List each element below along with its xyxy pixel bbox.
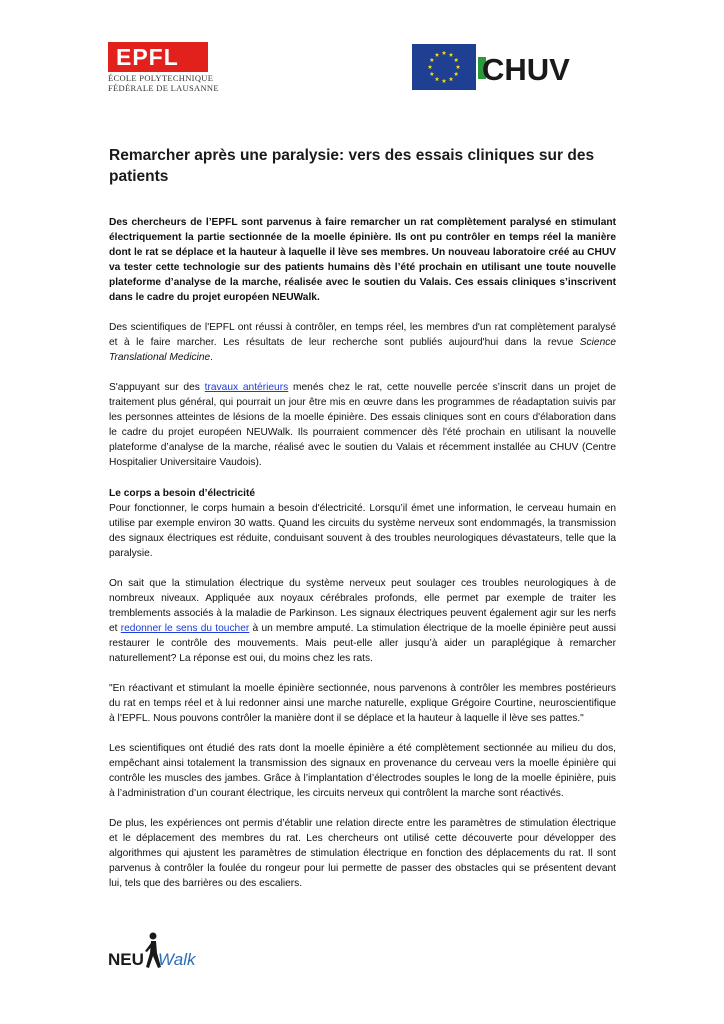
neuwalk-walk-text: Walk bbox=[158, 950, 196, 969]
epfl-logo bbox=[108, 42, 219, 94]
link-previous-work[interactable]: travaux antérieurs bbox=[204, 382, 289, 393]
chuv-logo-text: CHUV bbox=[482, 53, 570, 83]
paragraph-2-after: menés chez le rat, cette nouvelle percée s’inscrit dans un projet de traitement plus général, qui pourrait un jour être mis en œuvre dans les programmes de réadaptation suivis par les personnes atteintes de lésions de la moelle épinière. Des essais cliniques sont en cours d'élaboration dans le cadre du projet européen NEUWalk. Ils pourraient commencer dès l'été prochain en utilisant la nouvelle plateforme d’analyse de la marche, réalisé avec le soutien du Valais et récemment installée au CHUV (Centre Hospitalier Universitaire Vaudois). bbox=[109, 382, 617, 468]
eu-star-icon bbox=[442, 51, 447, 55]
epfl-subtitle-line2: FÉDÉRALE DE LAUSANNE bbox=[108, 82, 219, 93]
eu-star-icon bbox=[442, 79, 447, 83]
paragraph-3: Pour fonctionner, le corps humain a besoin d'électricité. Lorsqu’il émet une information, le cerveau humain en utilise par exemple environ 30 watts. Quand les circuits du système nerveux sont endommagés, la transmission des signaux électriques est réduite, conduisant souvent à des troubles neurologiques dévastateurs, telle que la paralysie. bbox=[109, 503, 616, 559]
paragraph-4 bbox=[109, 576, 616, 666]
neuwalk-neu-text: NEU bbox=[108, 950, 144, 969]
paragraph-4-after: à un membre amputé. La stimulation électrique de la moelle épinière peut aussi restaurer le contrôle des mouvements. Mais peut-elle aller jusqu’à aider un paraplégique à remarcher naturellement? La réponse est oui, du moins chez les rats. bbox=[109, 623, 616, 664]
paragraph-5-quote: "En réactivant et stimulant la moelle épinière sectionnée, nous parvenons à contrôler les membres postérieurs du rat en temps réel et à lui redonner ainsi une marche naturelle, explique Grégoire Courtine, neuroscientifique à l’EPFL. Nous pouvons contrôler la manière dont il se déplace et la hauteur à laquelle il lève ses pattes." bbox=[109, 683, 616, 724]
section-heading: Le corps a besoin d’électricité bbox=[109, 488, 256, 499]
eu-flag-icon bbox=[412, 44, 476, 90]
paragraph-6: Les scientifiques ont étudié des rats dont la moelle épinière a été complètement sectionnée au milieu du dos, empêchant ainsi totalement la transmission des signaux en provenance du cerveau vers la moelle épinière qui contrôle les muscles des jambes. Grâce à l’implantation d’électrodes souples le long de la moelle épinière, puis à l’administration d’un courant électrique, les circuits nerveux qui contrôlent la marche sont réactivés. bbox=[109, 743, 616, 799]
link-sense-of-touch[interactable]: redonner le sens du toucher bbox=[120, 623, 250, 634]
paragraph-7: De plus, les expériences ont permis d’établir une relation directe entre les paramètres de stimulation électrique et le déplacement des membres du rat. Les chercheurs ont utilisé cette découverte pour développer des algorithmes qui ajustent les paramètres de stimulation électrique en fonction des déplacements du rat. Il sont parvenus à contrôler la foulée du rongeur pour lui permette de passer des obstacles qui se présentent devant lui, tels que des barrières ou des escaliers. bbox=[109, 818, 616, 889]
eu-star-icon bbox=[435, 52, 440, 56]
paragraph-4-before: On sait que la stimulation électrique du système nerveux peut soulager ces troubles neurologiques à de nombreux niveaux. Appliquée aux noyaux cérébrales profonds, elle permet par exemple de traiter les tremblements associés à la maladie de Parkinson. Les signaux électriques peuvent également agir sur les nerfs et bbox=[109, 578, 616, 634]
paragraph-1-text: Des scientifiques de l'EPFL ont réussi à contrôler, en temps réel, les membres d'un rat complètement paralysé et à le faire marcher. Les résultats de leur recherche sont publiés aujourd'hui dans la revue bbox=[109, 322, 616, 348]
epfl-subtitle-line1: ÉCOLE POLYTECHNIQUE bbox=[108, 73, 214, 83]
epfl-logo-subtitle bbox=[108, 74, 219, 93]
eu-star-icon bbox=[456, 65, 461, 69]
paragraph-1-end: . bbox=[210, 352, 214, 363]
eu-star-icon bbox=[449, 77, 454, 81]
paragraph-1 bbox=[109, 320, 616, 365]
article bbox=[109, 145, 616, 891]
article-lead: Des chercheurs de l’EPFL sont parvenus à faire remarcher un rat complètement paralysé en stimulant électriquement la partie sectionnée de la moelle épinière. Ils ont pu contrôler en temps réel la manière dont le rat se déplace et la hauteur à laquelle il lève ses membres. Un nouveau laboratoire créé au CHUV va tester cette technologie sur des patients humains dès l’été prochain en utilisant une toute nouvelle plateforme d’analyse de la marche, réalisée avec le soutien du Valais. Ces essais cliniques s’inscrivent dans le cadre du projet européen NEUWalk. bbox=[109, 217, 616, 303]
eu-star-icon bbox=[428, 65, 433, 69]
neuwalk-logo bbox=[108, 932, 204, 976]
eu-star-icon bbox=[454, 58, 459, 62]
paragraph-2-before: S'appuyant sur des bbox=[109, 382, 205, 393]
article-title: Remarcher après une paralysie: vers des essais cliniques sur des patients bbox=[109, 147, 595, 185]
paragraph-2 bbox=[109, 380, 616, 470]
eu-star-icon bbox=[430, 58, 435, 62]
eu-star-icon bbox=[430, 72, 435, 76]
eu-star-icon bbox=[435, 77, 440, 81]
journal-name: Science Translational Medicine bbox=[109, 337, 616, 363]
eu-star-icon bbox=[454, 72, 459, 76]
chuv-logo bbox=[478, 53, 574, 83]
eu-star-icon bbox=[449, 52, 454, 56]
epfl-logo-text: EPFL bbox=[116, 44, 179, 70]
epfl-logo-mark bbox=[108, 42, 208, 72]
